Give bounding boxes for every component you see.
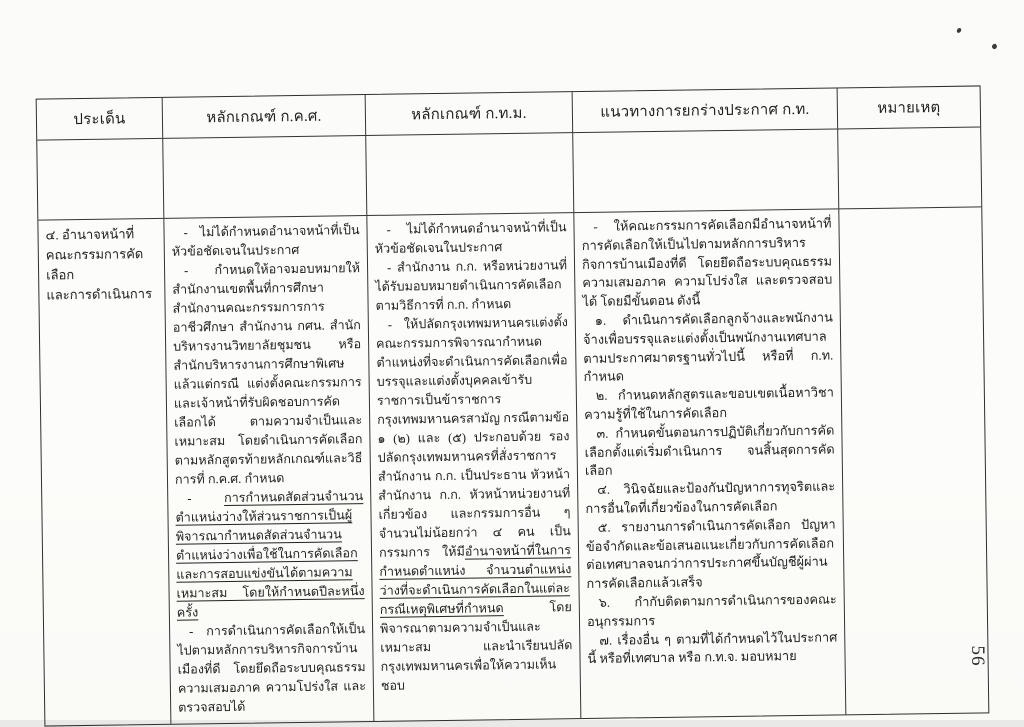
cell-kcs-criteria: - ไม่ได้กำหนดอำนาจหน้าที่เป็นหัวข้อชัดเจนในประกาศ - กำหนดให้อาจมอบหมายให้สำนักงานเขตพื้นที่การศึกษา สำนักงานคณะกรรมการการอาชีวศึกษา สำนักงาน กศน. สำนักบริหารงานวิทยาลัยชุมชน หรือ สำนักบริหารงานการศึกษาพิเศษ แล้วแต่กรณี แต่งตั้งคณะกรรมการและเจ้าหน้าที่รับผิดชอบการคัดเลือกได้ ตามความจำเป็นและเหมาะสม โดยดำเนินการคัดเลือกตามหลักสูตรท้ายหลักเกณฑ์และวิธีการที่ ก.ค.ศ. กำหนด - การกำหนดสัดส่วนจำนวนตำแหน่งว่างให้ส่วนราชการเป็นผู้พิจารณากำหนดสัดส่วนจำนวนตำแหน่งว่างเพื่อใช้ในการคัดเลือกและการสอบแข่งขันได้ตามความเหมาะสม โดยให้กำหนดปีละหนึ่งครั้ง - การดำเนินการคัดเลือกให้เป็นไปตามหลักการบริหารกิจการบ้านเมืองที่ดี โดยยึดถือระบบคุณธรรม ความเสมอภาค ความโปร่งใส และตรวจสอบได้ (163, 215, 373, 724)
ink-speck (956, 27, 961, 33)
spacer-cell (837, 126, 981, 208)
page-number: 56 (967, 645, 988, 667)
spacer-cell (365, 132, 573, 215)
spacer-cell (572, 128, 838, 212)
spacer-cell (162, 135, 366, 218)
cell-bma-criteria: - ไม่ได้กำหนดอำนาจหน้าที่เป็นหัวข้อชัดเจนในประกาศ - สำนักงาน ก.ก. หรือหน่วยงานที่ได้รับมอบหมายดำเนินการคัดเลือกตามวิธีการที่ ก.ก. กำหนด - ให้ปลัดกรุงเทพมหานครแต่งตั้งคณะกรรมการพิจารณากำหนดตำแหน่งที่จะดำเนินการคัดเลือกเพื่อบรรจุและแต่งตั้งบุคคลเข้ารับราชการเป็นข้าราชการกรุงเทพมหานครสามัญ กรณีตามข้อ ๑ (๒) และ (๕) ประกอบด้วย รองปลัดกรุงเทพมหานครที่สั่งราชการสำนักงาน ก.ก. เป็นประธาน หัวหน้าสำนักงาน ก.ก. หัวหน้าหน่วยงานที่เกี่ยวข้อง และกรรมการอื่น ๆ จำนวนไม่น้อยกว่า ๔ คน เป็นกรรมการ ให้มีอำนาจหน้าที่ในการกำหนดตำแหน่ง จำนวนตำแหน่งว่างที่จะดำเนินการคัดเลือกในแต่ละกรณีเหตุพิเศษที่กำหนด โดยพิจารณาตามความจำเป็นและเหมาะสม และนำเรียนปลัดกรุงเทพมหานครเพื่อให้ความเห็นชอบ (366, 212, 580, 721)
comparison-table (36, 85, 990, 726)
cell-draft-guideline: - ให้คณะกรรมการคัดเลือกมีอำนาจหน้าที่การคัดเลือกให้เป็นไปตามหลักการบริหารกิจการบ้านเมืองที่ดี โดยยึดถือระบบคุณธรรม ความเสมอภาค ความโปร่งใส และตรวจสอบได้ โดยมีขั้นตอน ดังนี้ ๑. ดำเนินการคัดเลือกลูกจ้างและพนักงานจ้างเพื่อบรรจุและแต่งตั้งเป็นพนักงานเทศบาลตามประกาศมาตรฐานทั่วไปนี้ หรือที่ ก.ท. กำหนด ๒. กำหนดหลักสูตรและขอบเขตเนื้อหาวิชาความรู้ที่ใช้ในการคัดเลือก ๓. กำหนดขั้นตอนการปฏิบัติเกี่ยวกับการคัดเลือกตั้งแต่เริ่มดำเนินการ จนสิ้นสุดการคัดเลือก ๔. วินิจฉัยและป้องกันปัญหาการทุจริตและการอื่นใดที่เกี่ยวข้องในการคัดเลือก ๕. รายงานการดำเนินการคัดเลือก ปัญหา ข้อจำกัดและข้อเสนอแนะเกี่ยวกับการคัดเลือกต่อเทศบาลจนกว่าการประกาศขึ้นบัญชีผู้ผ่านการคัดเลือกแล้วเสร็จ ๖. กำกับติดตามการดำเนินการของคณะอนุกรรมการ ๗. เรื่องอื่น ๆ ตามที่ได้กำหนดไว้ในประกาศนี้ หรือที่เทศบาล หรือ ก.ท.จ. มอบหมาย (573, 208, 845, 718)
ink-speck (991, 43, 998, 50)
header-cell-remark: หมายเหตุ (837, 86, 981, 128)
header-cell-issue: ประเด็น (73, 111, 126, 129)
header-cell-draft-guideline: แนวทางการยกร่างประกาศ ก.ท. (572, 88, 838, 132)
spacer-cell (37, 138, 163, 220)
header-cell-bma-criteria: หลักเกณฑ์ ก.ท.ม. (365, 92, 573, 135)
header-cell-kcs-criteria: หลักเกณฑ์ ก.ค.ศ. (162, 95, 366, 138)
cell-topic: ๔. อำนาจหน้าที่ คณะกรรมการคัดเลือก และการดำเนินการ (38, 218, 170, 726)
